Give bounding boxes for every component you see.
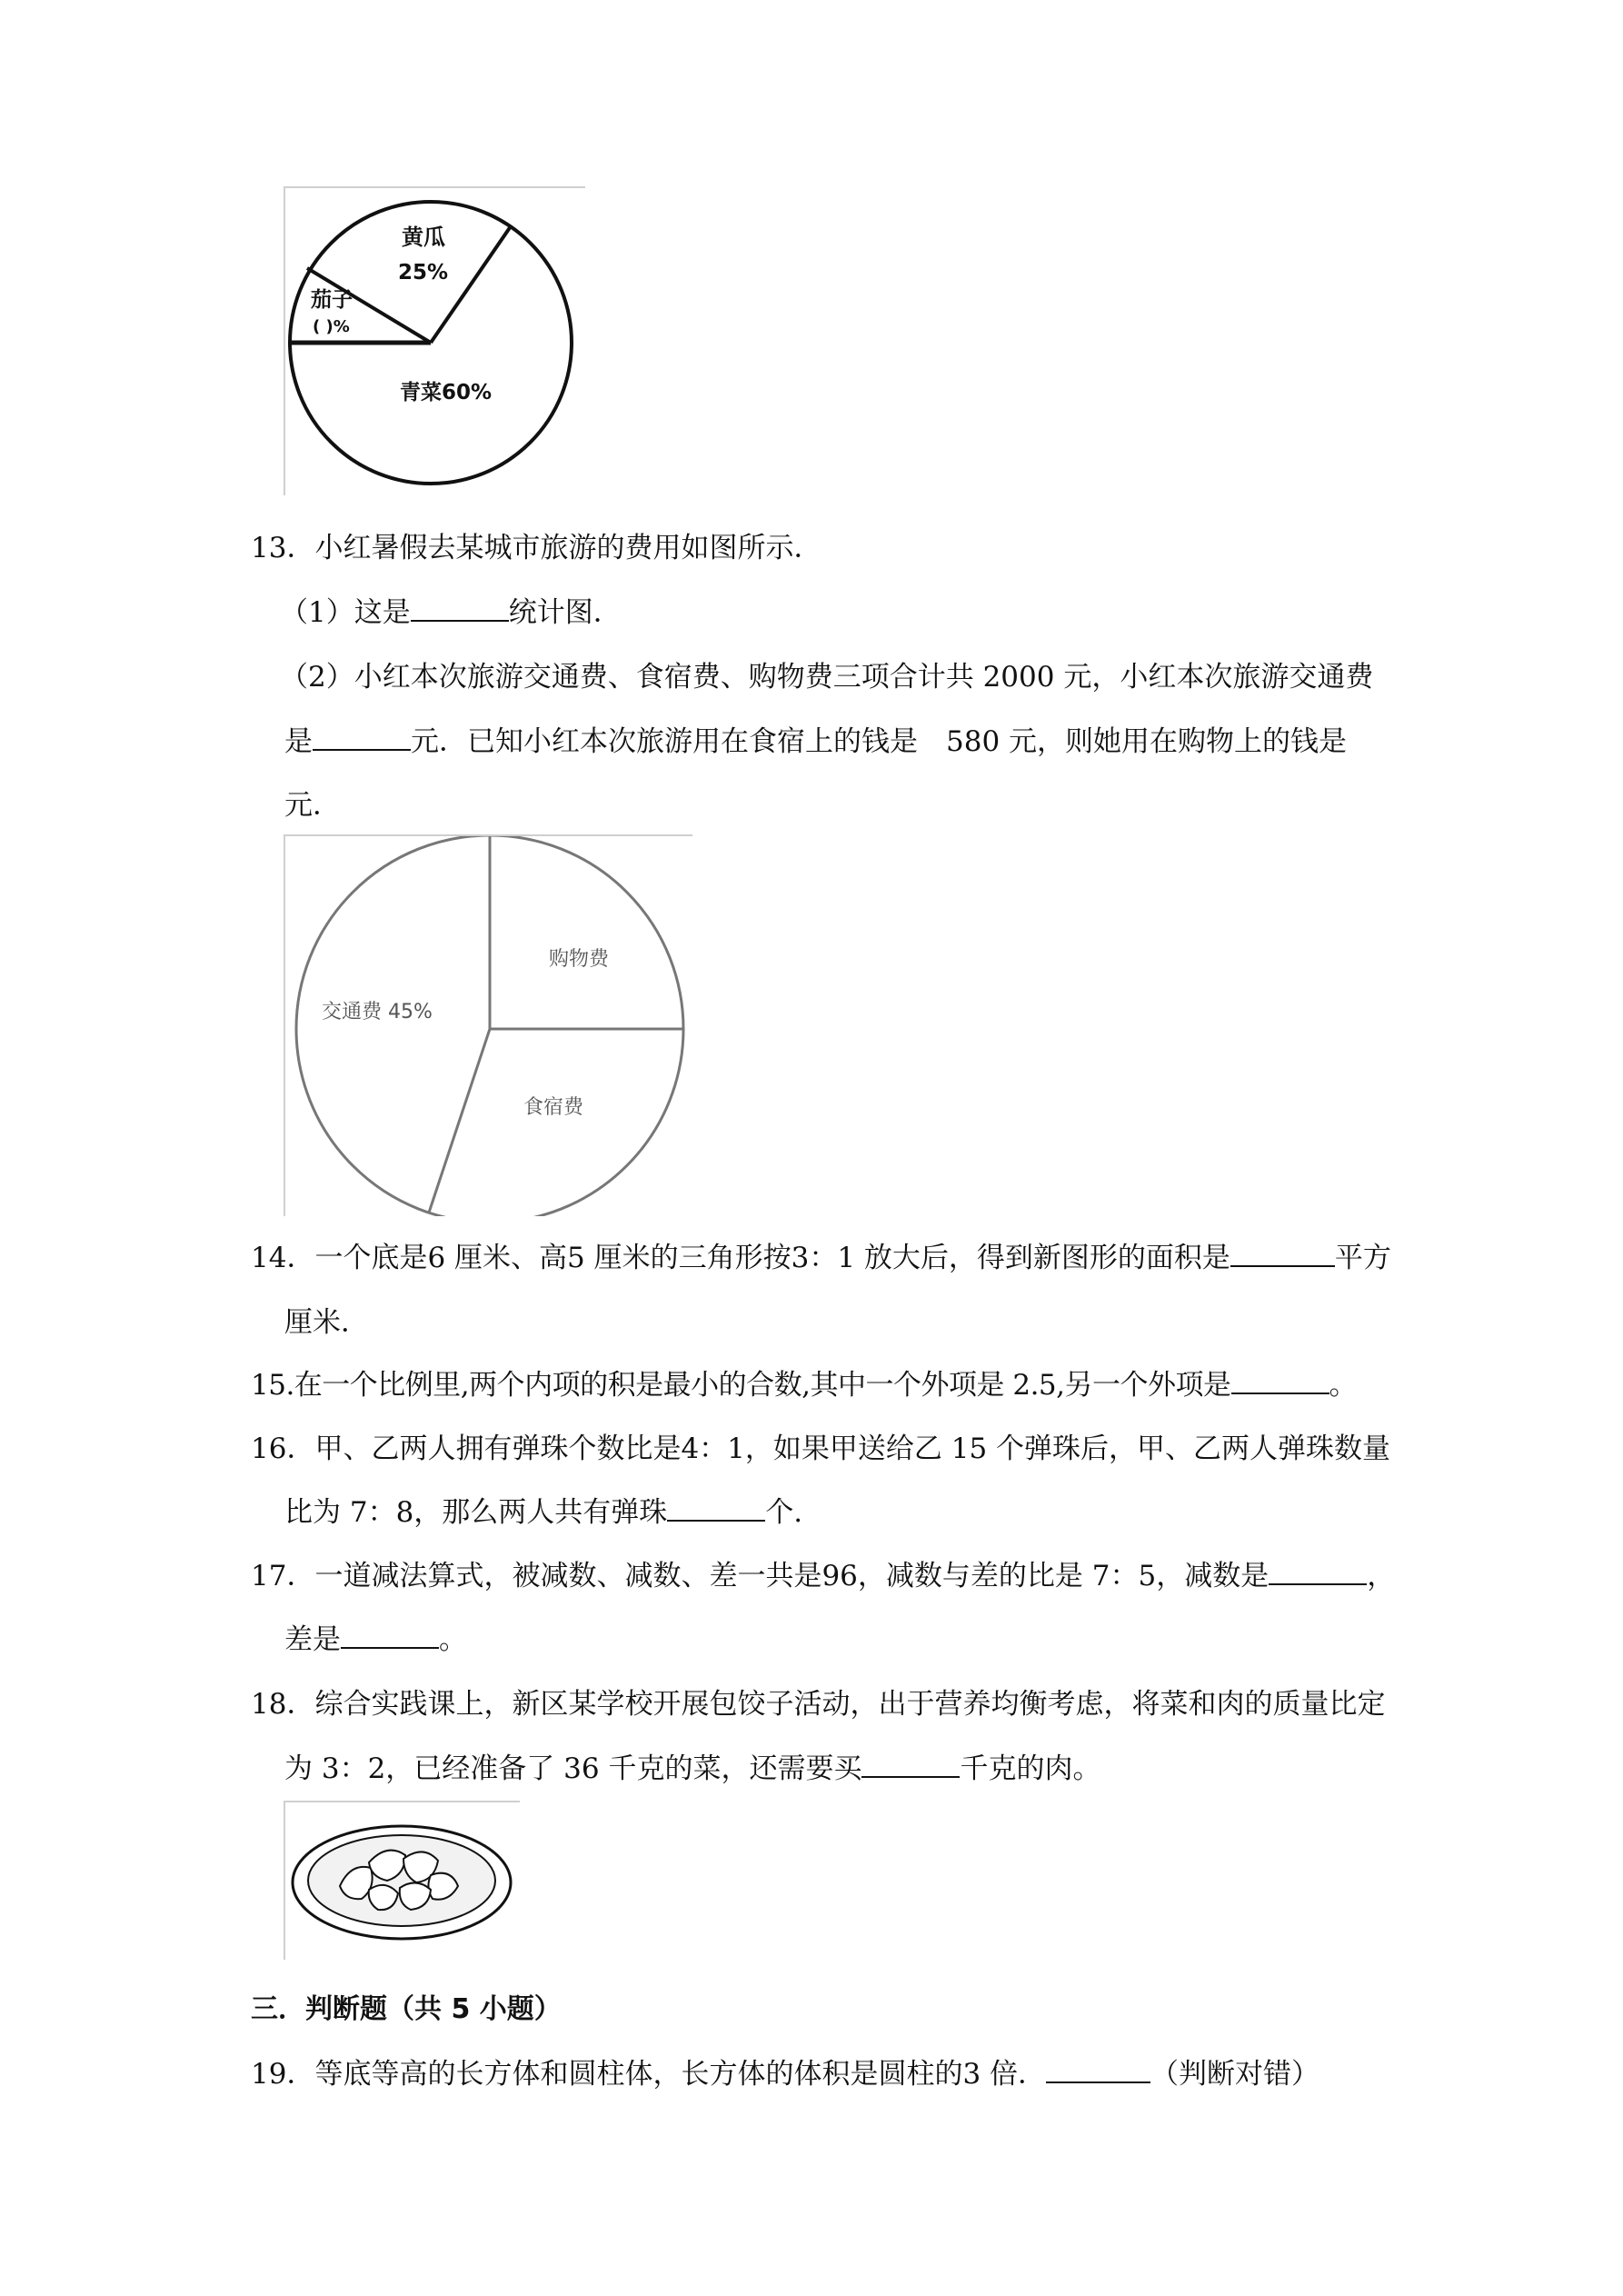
dumpling-plate-figure xyxy=(284,1801,520,1960)
dumpling-plate-illustration xyxy=(285,1802,520,1960)
answer-blank[interactable] xyxy=(667,1492,765,1522)
slice-divider-transport xyxy=(429,1029,490,1213)
question-text: 综合实践课上，新区某学校开展包饺子活动，出于营养均衡考虑，将菜和肉的质量比定 xyxy=(314,1688,1386,1721)
question-text: 一个底是6 厘米、高5 厘米的三角形按3：1 放大后，得到新图形的面积是 xyxy=(314,1242,1230,1274)
question-text: 小红暑假去某城市旅游的费用如图所示． xyxy=(314,532,822,564)
question-text: （1）这是 xyxy=(280,596,411,629)
travel-expense-pie-chart xyxy=(285,836,692,1216)
slice-pct-cucumber: 25% xyxy=(398,261,449,285)
question-number: 19． xyxy=(251,2058,315,2091)
q13-part1-line xyxy=(280,593,622,633)
vegetable-pie-chart xyxy=(285,188,585,495)
question-text: 甲、乙两人拥有弹珠个数比是4：1，如果甲送给乙 15 个弹珠后，甲、乙两人弹珠数量 xyxy=(314,1433,1391,1465)
answer-blank[interactable] xyxy=(341,1620,439,1649)
question-text: （判断对错） xyxy=(1150,2058,1320,2091)
answer-blank[interactable] xyxy=(313,722,411,751)
slice-label-cucumber: 黄瓜 xyxy=(402,225,445,250)
answer-blank[interactable] xyxy=(1269,1556,1367,1585)
question-text: 厘米． xyxy=(284,1306,369,1339)
q14-line2 xyxy=(284,1303,369,1343)
question-number: 14． xyxy=(251,1242,315,1274)
question-text: 统计图． xyxy=(508,596,622,629)
question-number: 18． xyxy=(251,1688,315,1721)
q13-part2-line1 xyxy=(280,657,1373,697)
question-number: 17． xyxy=(251,1560,315,1592)
question-text: 。 xyxy=(439,1623,467,1656)
q14-line1 xyxy=(251,1238,1391,1278)
plate-inner-rim xyxy=(308,1835,495,1926)
question-text: 个. xyxy=(765,1496,803,1529)
question-text: 。 xyxy=(1329,1369,1358,1402)
q16-line2 xyxy=(284,1492,802,1532)
q18-line2 xyxy=(284,1749,1100,1789)
question-text: 为 3：2，已经准备了 36 千克的菜，还需要买 xyxy=(284,1752,862,1785)
question-text: 元．已知小红本次旅游用在食宿上的钱是 580 元，则她用在购物上的钱是 xyxy=(411,725,1348,758)
section-heading: 三．判断题（共 5 小题） xyxy=(251,1993,562,2025)
slice-label-greens: 青菜60% xyxy=(400,381,493,404)
question-text: 一道减法算式，被减数、减数、差一共是96，减数与差的比是 7：5，减数是 xyxy=(314,1560,1270,1592)
answer-blank[interactable] xyxy=(861,1749,960,1778)
slice-label-shopping: 购物费 xyxy=(549,948,610,971)
q13-part2-line2 xyxy=(284,722,1347,762)
question-text: 比为 7：8，那么两人共有弹珠 xyxy=(284,1496,668,1529)
slice-label-transport: 交通费 45% xyxy=(322,1001,433,1023)
q17-line1 xyxy=(251,1556,1395,1596)
slice-label-eggplant: 茄子 xyxy=(311,288,353,312)
question-text: 千克的肉。 xyxy=(960,1752,1101,1785)
q18-line1 xyxy=(251,1684,1385,1724)
answer-blank[interactable] xyxy=(411,593,509,622)
question-text: 平方 xyxy=(1334,1242,1391,1274)
answer-blank[interactable] xyxy=(1230,1238,1335,1267)
travel-expense-pie-figure xyxy=(284,834,692,1216)
q13-stem-line xyxy=(251,528,821,568)
answer-blank[interactable] xyxy=(1046,2054,1150,2083)
q13-part2-line3 xyxy=(284,785,341,825)
slice-pct-eggplant: ( )% xyxy=(313,317,350,336)
q15-line xyxy=(251,1365,1357,1405)
question-number: 16． xyxy=(251,1433,315,1465)
question-text: ， xyxy=(1367,1560,1396,1592)
question-text: 是 xyxy=(284,725,313,758)
question-number: 13． xyxy=(251,532,315,564)
question-text: 元． xyxy=(284,789,341,822)
answer-blank[interactable] xyxy=(1231,1365,1329,1394)
slice-label-lodging: 食宿费 xyxy=(523,1096,584,1119)
question-text: 15.在一个比例里,两个内项的积是最小的合数,其中一个外项是 2.5,另一个外项是 xyxy=(251,1369,1231,1402)
question-text: 差是 xyxy=(284,1623,341,1656)
vegetable-pie-figure xyxy=(284,186,585,495)
q16-line1 xyxy=(251,1429,1390,1469)
question-text: 等底等高的长方体和圆柱体，长方体的体积是圆柱的3 倍． xyxy=(314,2058,1047,2091)
question-text: （2）小红本次旅游交通费、食宿费、购物费三项合计共 2000 元，小红本次旅游交通费 xyxy=(280,661,1374,694)
q17-line2 xyxy=(284,1620,467,1660)
q19-line xyxy=(251,2054,1319,2094)
